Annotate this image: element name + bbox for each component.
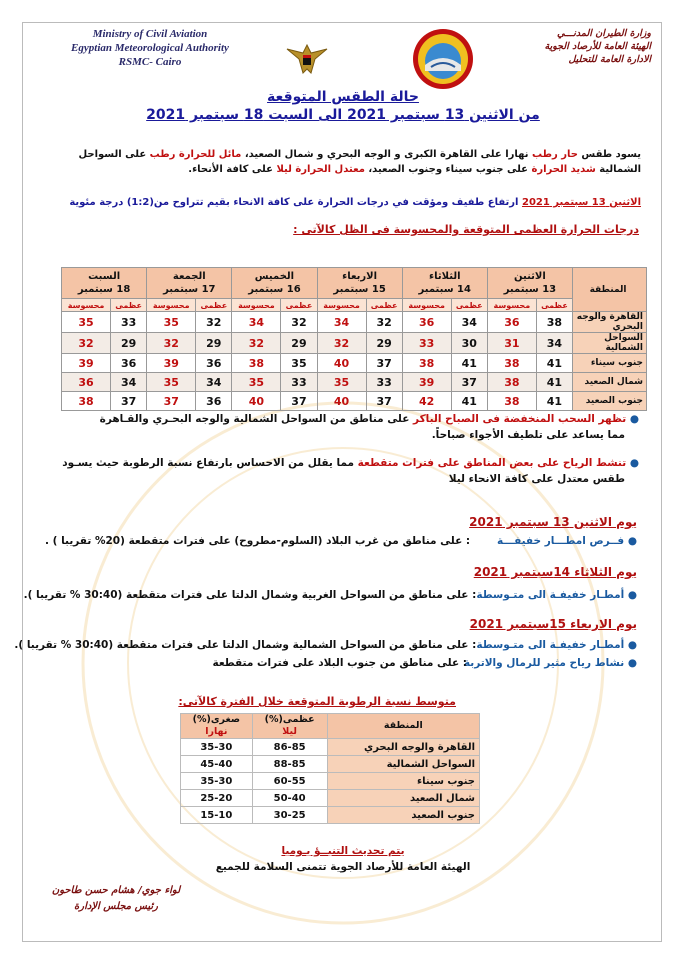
authority-name-ar: الهيئة العامة للأرصاد الجوية (544, 41, 651, 52)
felt-temp-cell: 35 (317, 373, 366, 392)
felt-temp-cell: 35 (147, 312, 196, 333)
felt-temp-cell: 40 (232, 392, 281, 411)
document-title: حالة الطقس المتوقعة (267, 89, 419, 105)
felt-temp-cell: 35 (232, 373, 281, 392)
day-header: الجمعة 17 سبتمبر (147, 268, 232, 299)
felt-temp-cell: 36 (62, 373, 111, 392)
bullet-dot-icon: ● (624, 535, 637, 547)
felt-temp-cell: 38 (62, 392, 111, 411)
felt-temp-cell: 39 (147, 354, 196, 373)
humidity-min-cell: 35-30 (181, 773, 253, 790)
max-temp-cell: 32 (366, 312, 402, 333)
max-subheader: عظمى (111, 299, 147, 312)
max-temp-cell: 37 (366, 354, 402, 373)
table-row (62, 312, 647, 333)
max-temp-cell: 36 (111, 354, 147, 373)
bullet-low-clouds: ● تظهر السحب المنخفضة فى الصباح الباكر على مناطق من السواحل الشمالية والوجه البحـري والقـاهرة مما يساعد على تلطيف الأجواء صباحاً. (99, 413, 639, 441)
felt-temp-cell: 42 (402, 392, 451, 411)
max-temp-cell: 37 (451, 373, 487, 392)
max-subheader: عظمى (366, 299, 402, 312)
authority-name-en: Egyptian Meteorological Authority (71, 42, 229, 54)
day-header: الخميس 16 سبتمبر (232, 268, 317, 299)
header-arabic (441, 27, 651, 66)
humidity-section-title: متوسط نسبة الرطوبة المتوقعة خلال الفترة كالآتى: (178, 695, 456, 708)
ministry-name-en: Ministry of Civil Aviation (92, 28, 208, 40)
region-column-header: المنطقة (573, 268, 647, 312)
signature-block (41, 883, 191, 915)
max-temp-cell: 41 (536, 354, 572, 373)
felt-temp-cell: 32 (62, 333, 111, 354)
humidity-region-cell: القاهرة والوجه البحري (327, 739, 479, 756)
felt-subheader: محسوسة (62, 299, 111, 312)
felt-subheader: محسوسة (487, 299, 536, 312)
rsmc-name-en: RSMC- Cairo (118, 56, 182, 68)
max-temp-cell: 34 (111, 373, 147, 392)
humidity-max-cell: 30-25 (252, 807, 327, 824)
humidity-min-header: صغرى(%) نهارا (181, 714, 253, 739)
felt-temp-cell: 37 (147, 392, 196, 411)
bullet-dot-icon: ● (624, 639, 637, 651)
region-cell: السواحل الشمالية (573, 333, 647, 354)
forecast-day-header: يوم الاربعاء 15سبتمبر 2021 (469, 617, 637, 631)
max-temp-cell: 29 (281, 333, 317, 354)
bullet-dot-icon: ● (624, 589, 637, 601)
day-header: السبت 18 سبتمبر (62, 268, 147, 299)
region-cell: القاهرة والوجه البحري (573, 312, 647, 333)
table-row (62, 373, 647, 392)
humidity-min-cell: 45-40 (181, 756, 253, 773)
temperature-section-title: درجات الحرارة العظمى المتوقعة والمحسوسة فى الظل كالآتى : (293, 223, 639, 236)
max-temp-cell: 36 (196, 354, 232, 373)
max-temp-cell: 37 (111, 392, 147, 411)
region-cell: شمال الصعيد (573, 373, 647, 392)
max-temp-cell: 38 (536, 312, 572, 333)
forecast-line: ● فــرص امطـــار خفيفـــة : على مناطق من غرب البلاد (السلوم-مطروح) على فترات متقطعة (20% تقريبا ) . (45, 535, 637, 547)
update-note: يتم تحديث التنبــؤ يـوميا (281, 845, 405, 857)
forecast-day-header: يوم الثلاثاء 14سبتمبر 2021 (473, 565, 637, 579)
felt-temp-cell: 36 (487, 312, 536, 333)
signatory-name: لواء جوي/ هشام حسن طاحون (51, 885, 181, 896)
table-row (62, 354, 647, 373)
humidity-min-cell: 15-10 (181, 807, 253, 824)
table-row (181, 790, 480, 807)
region-cell: جنوب سيناء (573, 354, 647, 373)
table-row (181, 739, 480, 756)
max-subheader: عظمى (196, 299, 232, 312)
max-temp-cell: 30 (451, 333, 487, 354)
max-temp-cell: 41 (536, 373, 572, 392)
max-temp-cell: 29 (196, 333, 232, 354)
felt-temp-cell: 38 (232, 354, 281, 373)
felt-temp-cell: 32 (317, 333, 366, 354)
felt-subheader: محسوسة (147, 299, 196, 312)
day-header: الاثنين 13 سبتمبر (487, 268, 572, 299)
safety-wish: الهيئة العامة للأرصاد الجوية تتمنى السلامة للجميع (215, 861, 471, 873)
humidity-max-cell: 86-85 (252, 739, 327, 756)
day-header: الاربعاء 15 سبتمبر (317, 268, 402, 299)
felt-subheader: محسوسة (232, 299, 281, 312)
max-temp-cell: 32 (281, 312, 317, 333)
felt-temp-cell: 32 (232, 333, 281, 354)
humidity-table (180, 713, 480, 824)
humidity-max-cell: 50-40 (252, 790, 327, 807)
max-temp-cell: 33 (281, 373, 317, 392)
humidity-min-cell: 25-20 (181, 790, 253, 807)
table-row (181, 756, 480, 773)
felt-temp-cell: 38 (487, 392, 536, 411)
max-temp-cell: 34 (196, 373, 232, 392)
department-name-ar: الادارة العامة للتحليل (568, 54, 651, 65)
max-temp-cell: 33 (366, 373, 402, 392)
max-temp-cell: 41 (451, 354, 487, 373)
bullet-dot-icon: ● (626, 457, 639, 469)
humidity-region-header: المنطقة (327, 714, 479, 739)
felt-temp-cell: 35 (147, 373, 196, 392)
max-temp-cell: 41 (536, 392, 572, 411)
max-subheader: عظمى (451, 299, 487, 312)
max-temp-cell: 34 (451, 312, 487, 333)
forecast-document (14, 22, 662, 942)
humidity-region-cell: جنوب سيناء (327, 773, 479, 790)
intro-paragraph: يسود طقس حار رطب نهارا على القاهرة الكبرى و الوجه البحري و شمال الصعيد، مائل للحرارة رطب على السواحل الشمالية شديد الحرارة على جنوب سيناء وجنوب الصعيد، معتدل الحرارة ليلا على كافة الأنحاء. (78, 149, 641, 175)
max-temp-cell: 37 (281, 392, 317, 411)
table-row (62, 333, 647, 354)
felt-subheader: محسوسة (317, 299, 366, 312)
humidity-region-cell: شمال الصعيد (327, 790, 479, 807)
felt-temp-cell: 35 (62, 312, 111, 333)
region-cell: جنوب الصعيد (573, 392, 647, 411)
table-row (181, 807, 480, 824)
max-subheader: عظمى (536, 299, 572, 312)
forecast-line: ● أمطـار خفيفـة الى متـوسطة : على مناطق من السواحل الشمالية وشمال الدلتا على فترات متقطعة (30:40 % تقريبا ). (14, 639, 637, 651)
humidity-max-cell: 88-85 (252, 756, 327, 773)
max-subheader: عظمى (281, 299, 317, 312)
felt-temp-cell: 40 (317, 354, 366, 373)
max-temp-cell: 29 (366, 333, 402, 354)
temperature-rise-note: الاثنين 13 سبتمبر 2021 ارتفاع طفيف ومؤقت في درجات الحرارة على كافة الانحاء بقيم تتراوح من(1:2) درجة مئوية (69, 197, 641, 208)
max-temp-cell: 32 (196, 312, 232, 333)
forecast-period: من الاثنين 13 سبتمبر 2021 الى السبت 18 سبتمبر 2021 (146, 107, 540, 123)
max-temp-cell: 35 (281, 354, 317, 373)
max-temp-cell: 41 (451, 392, 487, 411)
eagle-emblem-icon (285, 37, 329, 77)
felt-temp-cell: 38 (402, 354, 451, 373)
forecast-line: ● نشاط رياح مثير للرمال والاتربة : على مناطق من جنوب البلاد على فترات متقطعة (212, 657, 637, 669)
forecast-day-header: يوم الاثنين 13 سبتمبر 2021 (469, 515, 637, 529)
felt-temp-cell: 38 (487, 354, 536, 373)
max-temp-cell: 29 (111, 333, 147, 354)
felt-temp-cell: 38 (487, 373, 536, 392)
felt-subheader: محسوسة (402, 299, 451, 312)
felt-temp-cell: 31 (487, 333, 536, 354)
humidity-min-cell: 35-30 (181, 739, 253, 756)
temperature-table (61, 267, 647, 411)
felt-temp-cell: 33 (402, 333, 451, 354)
forecast-line: ● أمطـار خفيفـة الى متـوسطة : على مناطق من السواحل الغربية وشمال الدلتا على فترات متقطعة (30:40 % تقريبا ). (23, 589, 637, 601)
max-temp-cell: 33 (111, 312, 147, 333)
felt-temp-cell: 34 (317, 312, 366, 333)
humidity-region-cell: السواحل الشمالية (327, 756, 479, 773)
humidity-region-cell: جنوب الصعيد (327, 807, 479, 824)
felt-temp-cell: 39 (62, 354, 111, 373)
table-row (62, 392, 647, 411)
bullet-winds: ● تنشط الرياح على بعض المناطق على فترات متقطعة مما يقلل من الاحساس بارتفاع نسبة الرطوبة حيث يسـود طقس معتدل على كافة الانحاء ليلا (62, 457, 639, 485)
day-header: الثلاثاء 14 سبتمبر (402, 268, 487, 299)
bullet-dot-icon: ● (626, 413, 639, 425)
max-temp-cell: 37 (366, 392, 402, 411)
felt-temp-cell: 36 (402, 312, 451, 333)
humidity-max-header: عظمى(%) ليلا (252, 714, 327, 739)
bullet-dot-icon: ● (624, 657, 637, 669)
signatory-title: رئيس مجلس الإدارة (74, 901, 158, 912)
max-temp-cell: 36 (196, 392, 232, 411)
ministry-name-ar: وزارة الطيران المدنـــي (557, 28, 651, 39)
max-temp-cell: 34 (536, 333, 572, 354)
felt-temp-cell: 39 (402, 373, 451, 392)
felt-temp-cell: 32 (147, 333, 196, 354)
felt-temp-cell: 40 (317, 392, 366, 411)
felt-temp-cell: 34 (232, 312, 281, 333)
humidity-max-cell: 60-55 (252, 773, 327, 790)
header-english (55, 27, 245, 69)
table-row (181, 773, 480, 790)
